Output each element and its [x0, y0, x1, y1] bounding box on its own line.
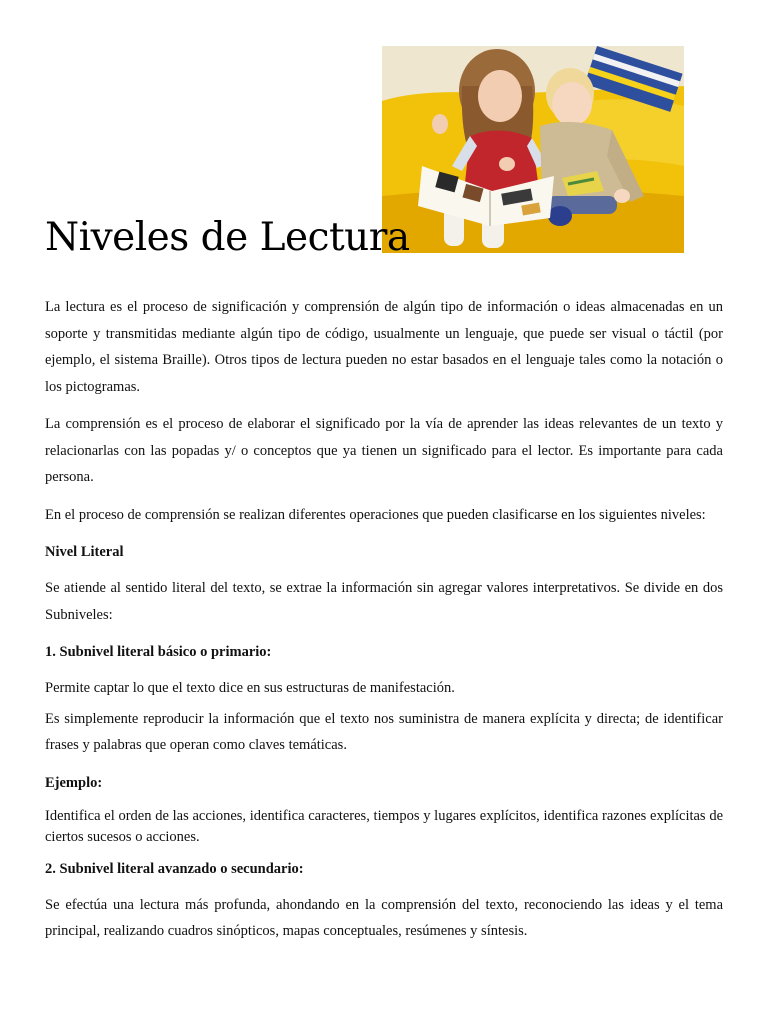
children-reading-photo — [382, 46, 684, 253]
paragraph-lectura: La lectura es el proceso de significación y comprensión de algún tipo de información o ideas almacenadas en un soporte y transmitidas mediante algún tipo de código, usualmente un lenguaje, que puede ser visual o táctil (por ejemplo, el sistema Braille). Otros tipos de lectura pueden no estar basados en el lenguaje tales como la notación o los pictogramas. — [45, 299, 723, 395]
heading-nivel-literal: Nivel Literal — [45, 544, 124, 560]
heading-ejemplo: Ejemplo: — [45, 774, 103, 791]
paragraph-comprension: La comprensión es el proceso de elaborar el significado por la vía de aprender las ideas relevantes de un texto y relacionarlas con las popadas y/ o conceptos que ya tienen un significado para el lector. Es importante para cada persona. — [45, 416, 723, 485]
heading-subnivel-basico: 1. Subnivel literal básico o primario: — [45, 644, 272, 660]
paragraph-lectura-profunda: Se efectúa una lectura más profunda, ahondando en la comprensión del texto, reconociendo las ideas y el tema principal, realizando cuadros sinópticos, mapas conceptuales, resúmenes y síntesis. — [45, 896, 723, 939]
paragraph-sentido-literal: Se atiende al sentido literal del texto, se extrae la información sin agregar valores interpretativos. Se divide en dos Subniveles: — [45, 580, 723, 623]
paragraph-identifica: Identifica el orden de las acciones, identifica caracteres, tiempos y lugares explícitos, identifica razones explícitas de ciertos sucesos o acciones. — [45, 807, 723, 845]
heading-subnivel-avanzado: 2. Subnivel literal avanzado o secundario: — [45, 860, 304, 877]
paragraph-reproducir: Es simplemente reproducir la información que el texto nos suministra de manera explícita y directa; de identificar frases y palabras que operan como claves temáticas. — [45, 710, 723, 753]
document-body — [45, 294, 723, 956]
page-title: Niveles de Lectura — [45, 215, 410, 260]
paragraph-proceso: En el proceso de comprensión se realizan diferentes operaciones que pueden clasificarse en los siguientes niveles: — [45, 506, 706, 523]
paragraph-permite-captar: Permite captar lo que el texto dice en sus estructuras de manifestación. — [45, 680, 455, 696]
